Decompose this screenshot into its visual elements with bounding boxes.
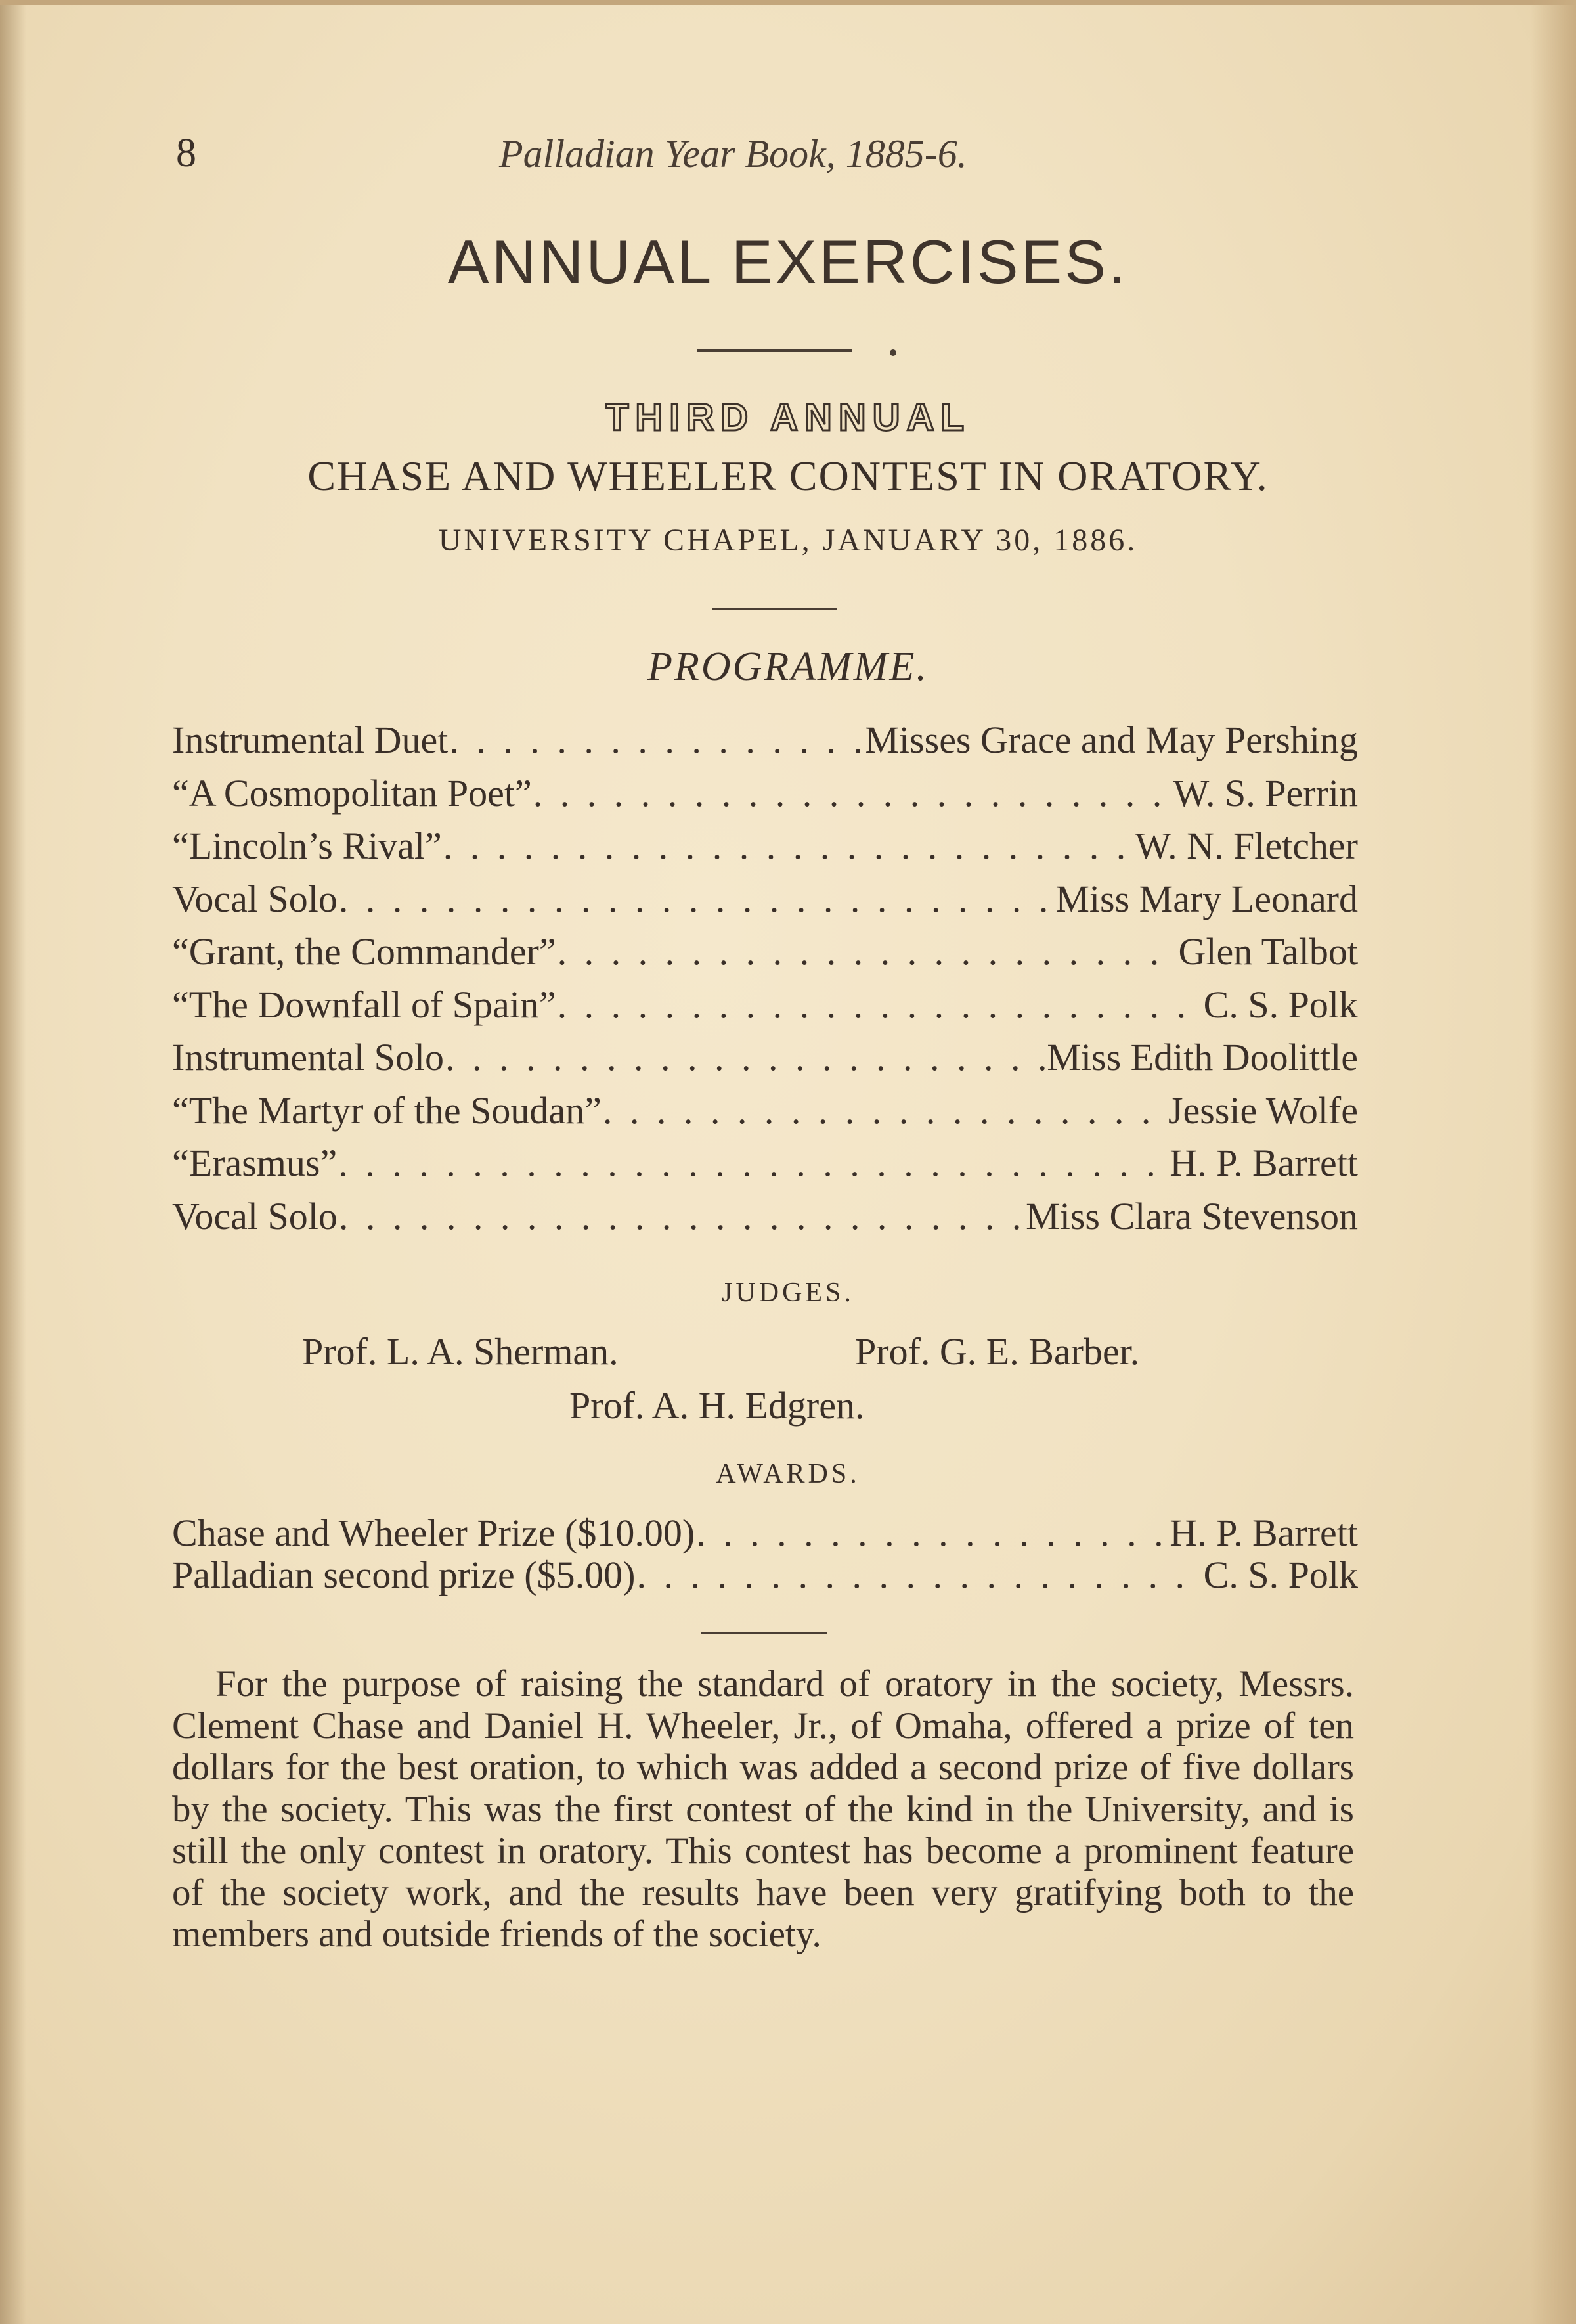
programme-piece: “Lincoln’s Rival” — [172, 824, 442, 867]
programme-performer: C. S. Polk — [1203, 983, 1358, 1026]
judge-name: Prof. L. A. Sherman. — [302, 1330, 619, 1373]
programme-piece: “Grant, the Commander” — [172, 930, 556, 973]
paragraph-text: For the purpose of raising the standard of oratory in the society, Messrs. Clement Chase and Daniel H. Wheeler, Jr., of Omaha, offered a prize of ten dollars for the best oration, to which was added a second prize of five dollars by the society. This was the first contest of the kind in the University, and is still the only contest in oratory. This contest has become a prominent feature of the society work, and the results have been very gratifying both to the members and outside friends of the society. — [172, 1663, 1354, 1955]
programme-piece: Vocal Solo — [172, 877, 338, 920]
judges-heading: JUDGES. — [722, 1278, 854, 1308]
dot-leader — [636, 1553, 1202, 1597]
award-item — [172, 1511, 1358, 1553]
programme-piece: “A Cosmopolitan Poet” — [172, 771, 532, 815]
award-prize: Chase and Wheeler Prize ($10.00) — [172, 1511, 695, 1554]
programme-list — [172, 718, 1358, 1247]
programme-performer: H. P. Barrett — [1170, 1142, 1358, 1184]
programme-performer: W. S. Perrin — [1173, 771, 1358, 815]
programme-item — [172, 1194, 1358, 1247]
running-head: Palladian Year Book, 1885-6. — [499, 132, 967, 175]
award-item — [172, 1553, 1358, 1595]
programme-piece: “Erasmus” — [172, 1142, 338, 1184]
programme-performer: Miss Edith Doolittle — [1047, 1036, 1358, 1079]
programme-performer: Jessie Wolfe — [1168, 1088, 1358, 1132]
dot-leader — [339, 877, 1054, 921]
programme-item — [172, 824, 1358, 877]
judge-name: Prof. A. H. Edgren. — [569, 1384, 865, 1427]
programme-piece: Vocal Solo — [172, 1194, 338, 1238]
awards-heading: AWARDS. — [716, 1459, 860, 1489]
venue-rule — [712, 608, 837, 610]
award-winner: C. S. Polk — [1203, 1553, 1358, 1596]
dot-leader — [558, 983, 1202, 1027]
programme-piece: Instrumental Duet — [172, 719, 449, 761]
programme-heading: PROGRAMME. — [647, 644, 929, 689]
judge-name: Prof. G. E. Barber. — [855, 1330, 1140, 1373]
programme-piece: Instrumental Solo — [172, 1036, 445, 1079]
rule-dot — [890, 349, 896, 356]
programme-item — [172, 1035, 1358, 1088]
event-venue: UNIVERSITY CHAPEL, JANUARY 30, 1886. — [438, 523, 1138, 558]
programme-performer: Glen Talbot — [1178, 930, 1358, 973]
event-name: CHASE AND WHEELER CONTEST IN ORATORY. — [307, 453, 1269, 499]
title-rule — [697, 349, 852, 352]
dot-leader — [338, 1141, 1168, 1185]
programme-performer: Misses Grace and May Pershing — [865, 719, 1358, 761]
awards-rule — [701, 1632, 827, 1634]
programme-item — [172, 718, 1358, 771]
programme-item — [172, 877, 1358, 930]
dot-leader — [533, 771, 1172, 815]
dot-leader — [558, 929, 1177, 973]
page-title: ANNUAL EXERCISES. — [447, 227, 1129, 296]
awards-list — [172, 1511, 1358, 1595]
programme-piece: “The Downfall of Spain” — [172, 983, 556, 1026]
programme-performer: Miss Mary Leonard — [1055, 877, 1358, 920]
award-winner: H. P. Barrett — [1170, 1511, 1358, 1554]
programme-item — [172, 771, 1358, 824]
event-ordinal: THIRD ANNUAL — [605, 396, 971, 439]
dot-leader — [603, 1088, 1167, 1132]
programme-item — [172, 1088, 1358, 1142]
history-paragraph — [172, 1663, 1354, 1955]
programme-performer: Miss Clara Stevenson — [1026, 1194, 1358, 1238]
programme-item — [172, 983, 1358, 1036]
programme-performer: W. N. Fletcher — [1135, 824, 1358, 867]
dot-leader — [449, 718, 864, 762]
page-number: 8 — [176, 131, 196, 175]
dot-leader — [445, 1035, 1045, 1079]
programme-item — [172, 929, 1358, 983]
dot-leader — [696, 1511, 1168, 1555]
award-prize: Palladian second prize ($5.00) — [172, 1553, 636, 1596]
dot-leader — [443, 824, 1134, 868]
page-top-edge — [0, 0, 1576, 5]
programme-piece: “The Martyr of the Soudan” — [172, 1088, 602, 1132]
dot-leader — [339, 1194, 1024, 1238]
programme-item — [172, 1141, 1358, 1194]
